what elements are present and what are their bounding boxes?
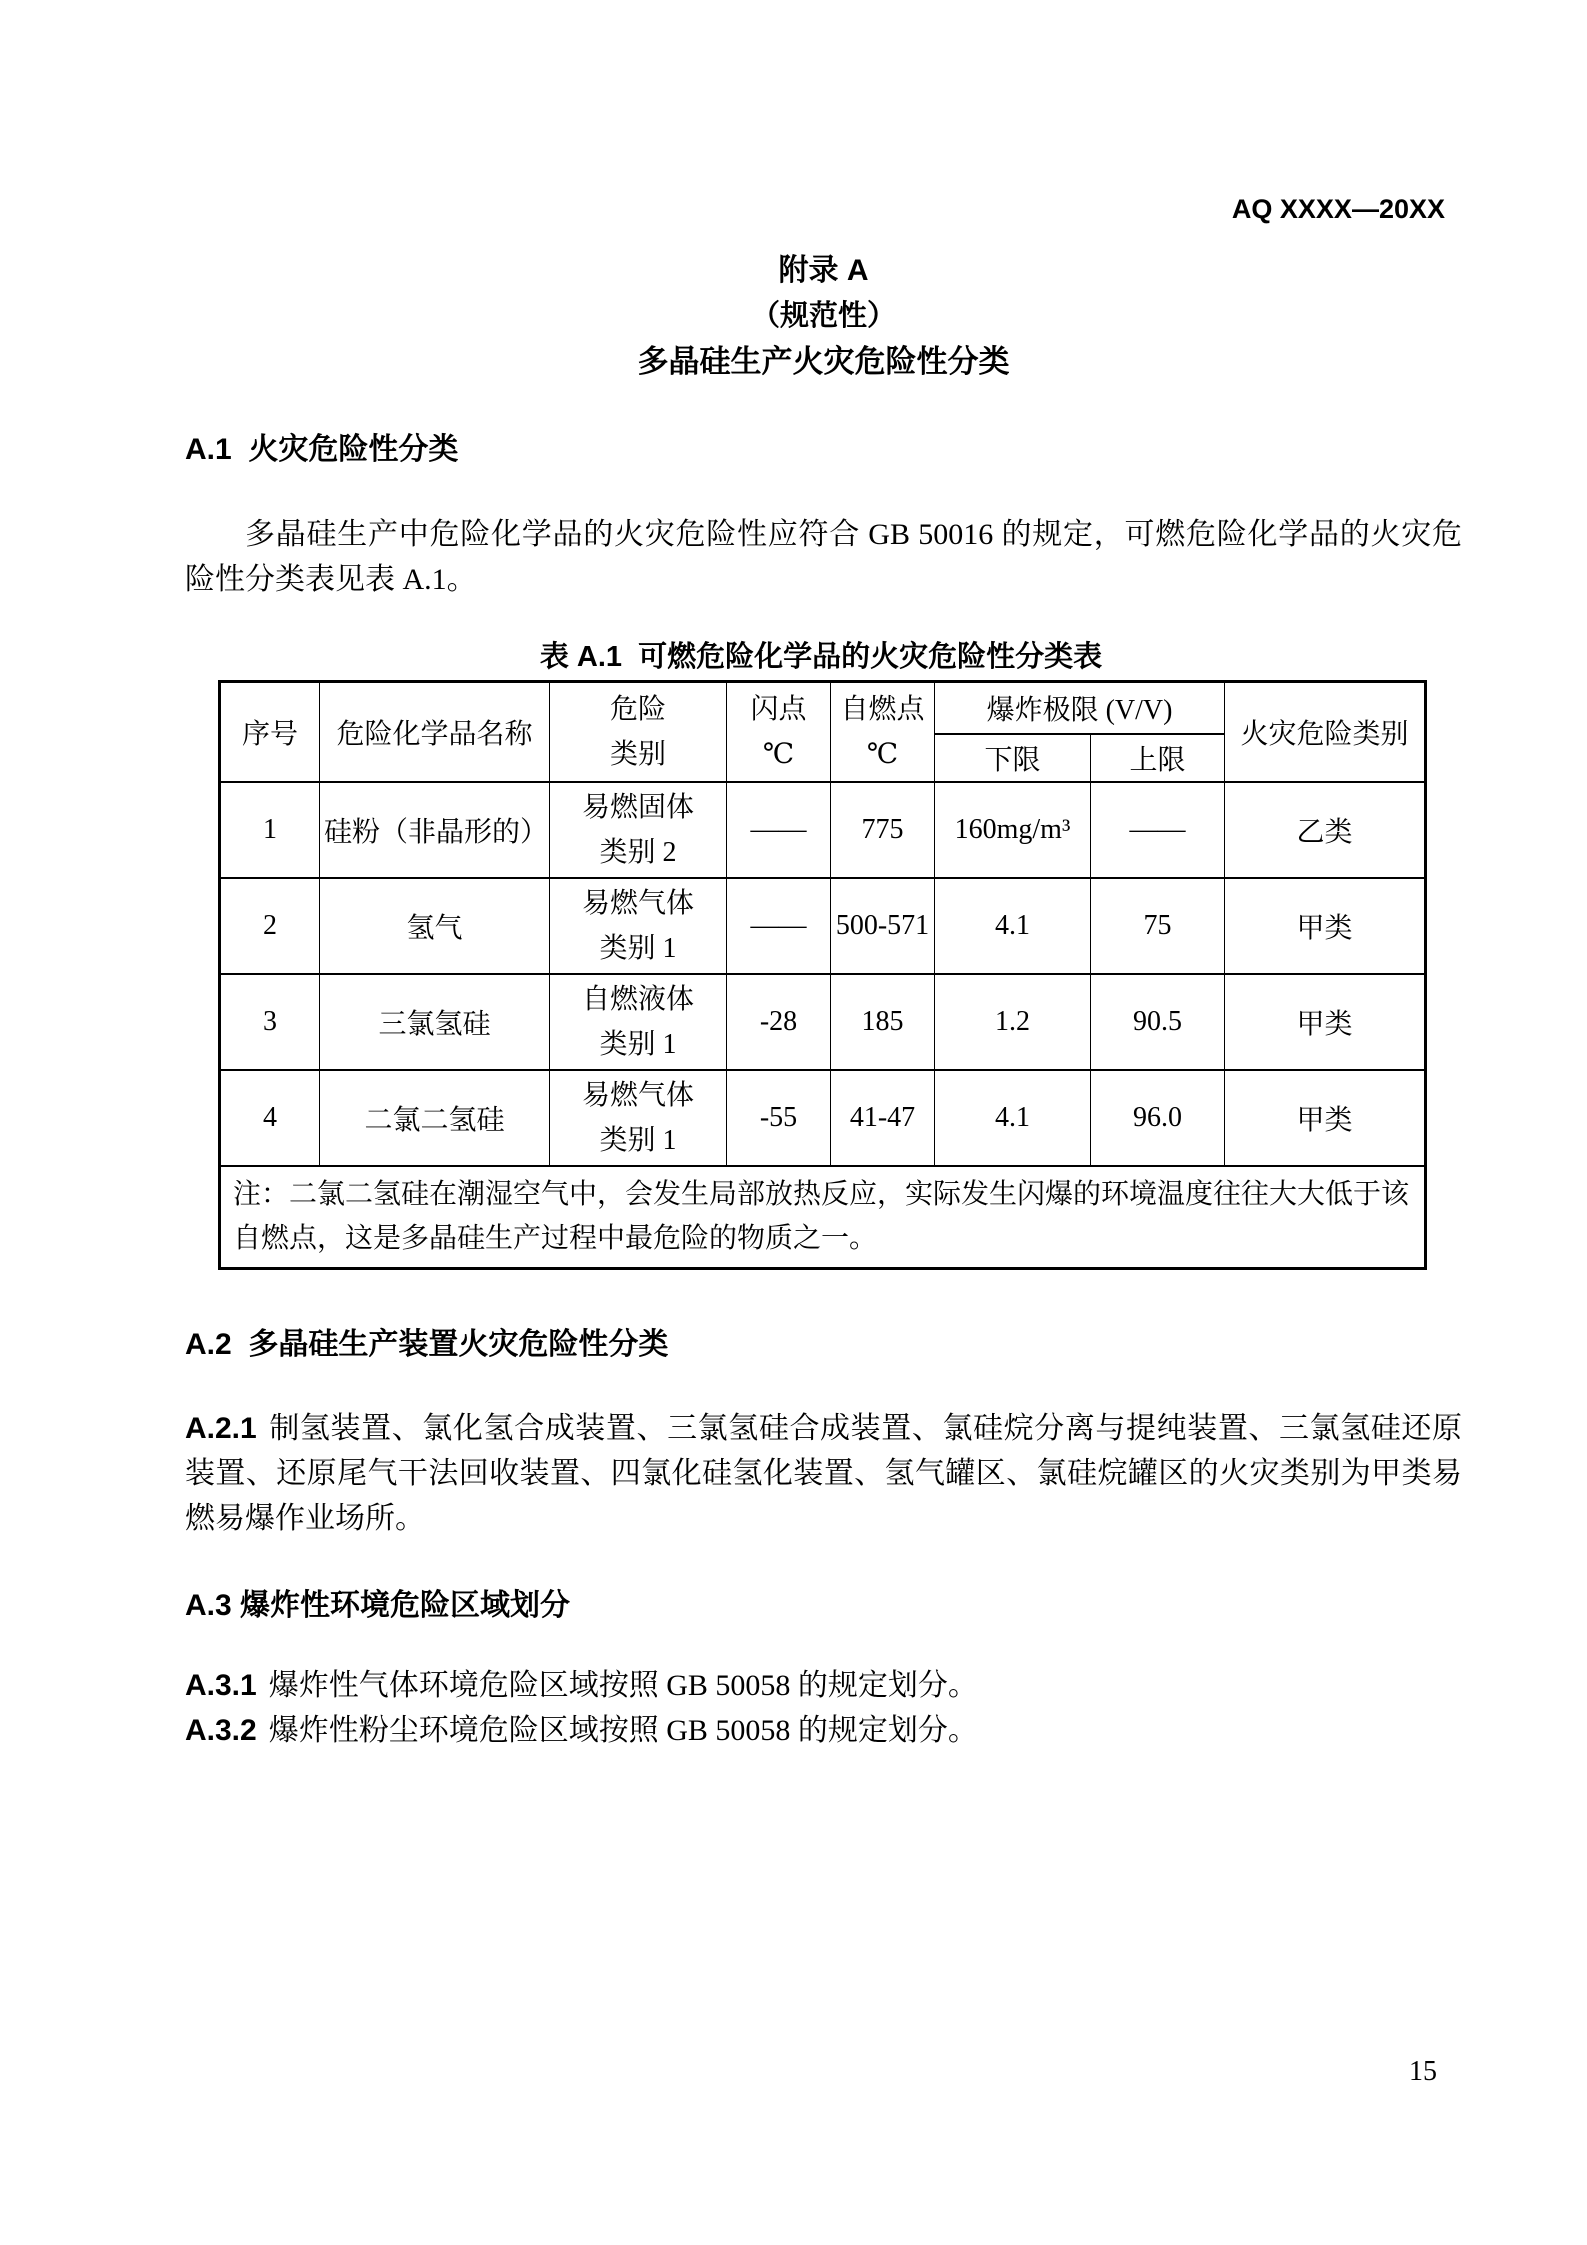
table-row-1 bbox=[220, 782, 1426, 878]
table-row-4 bbox=[220, 1070, 1426, 1166]
cell-autoignition bbox=[831, 782, 935, 878]
cell-class-line2: 类别 2 bbox=[599, 836, 677, 868]
cell-upper: 90.5 bbox=[1091, 974, 1225, 1070]
header-explosion-limits: 爆炸极限 (V/V) bbox=[935, 682, 1225, 734]
header-class-line2: 类别 bbox=[609, 738, 666, 770]
cell-class bbox=[550, 974, 727, 1070]
table-row-2 bbox=[220, 878, 1426, 974]
cell-autoignition bbox=[831, 1070, 935, 1166]
header-autoignition-line1: 自燃点 bbox=[840, 693, 925, 725]
normative-label: （规范性） bbox=[750, 300, 896, 332]
header-upper-limit: 上限 bbox=[1091, 734, 1225, 782]
cell-no: 1 bbox=[220, 782, 320, 878]
cell-class-line1: 易燃气体 bbox=[581, 887, 694, 919]
cell-fire: 甲类 bbox=[1225, 1070, 1426, 1166]
table-note-row bbox=[220, 1166, 1426, 1269]
cell-class-line1: 自燃液体 bbox=[581, 983, 694, 1015]
clause-a3-heading: A.3 爆炸性环境危险区域划分 bbox=[185, 1588, 571, 1622]
header-class-line1: 危险 bbox=[609, 693, 666, 725]
cell-lower: 4.1 bbox=[935, 878, 1091, 974]
cell-fire: 甲类 bbox=[1225, 974, 1426, 1070]
cell-flash: -28 bbox=[727, 974, 831, 1070]
header-no: 序号 bbox=[220, 682, 320, 782]
cell-autoignition-value: 185 bbox=[861, 1006, 904, 1037]
cell-autoignition bbox=[831, 974, 935, 1070]
cell-upper: —— bbox=[1091, 782, 1225, 878]
clause-a2-heading: A.2 多晶硅生产装置火灾危险性分类 bbox=[185, 1327, 669, 1361]
header-fire-class: 火灾危险类别 bbox=[1225, 682, 1426, 782]
header-flash-point bbox=[727, 682, 831, 782]
cell-class-line1: 易燃气体 bbox=[581, 1079, 694, 1111]
cell-class-line2: 类别 1 bbox=[599, 1028, 677, 1060]
header-lower-limit: 下限 bbox=[935, 734, 1091, 782]
cell-class bbox=[550, 782, 727, 878]
cell-flash: —— bbox=[727, 878, 831, 974]
header-name: 危险化学品名称 bbox=[320, 682, 550, 782]
cell-name: 二氯二氢硅 bbox=[320, 1070, 550, 1166]
standard-code: AQ XXXX—20XX bbox=[1231, 194, 1445, 224]
cell-name: 三氯氢硅 bbox=[320, 974, 550, 1070]
clause-a2-1-paragraph bbox=[185, 1406, 1462, 1541]
clause-a3-1-number: A.3.1 bbox=[185, 1668, 257, 1702]
table-row-3 bbox=[220, 974, 1426, 1070]
table-header-row-1 bbox=[220, 682, 1426, 734]
clause-a1-heading: A.1 火灾危险性分类 bbox=[185, 433, 459, 466]
page-number: 15 bbox=[1409, 2056, 1437, 2087]
cell-upper: 75 bbox=[1091, 878, 1225, 974]
cell-no: 4 bbox=[220, 1070, 320, 1166]
cell-autoignition-value: 775 bbox=[861, 814, 904, 845]
header-flash-line2: ℃ bbox=[762, 738, 795, 770]
cell-autoignition-value: 500-571 bbox=[835, 910, 930, 941]
cell-lower: 4.1 bbox=[935, 1070, 1091, 1166]
cell-flash: -55 bbox=[727, 1070, 831, 1166]
fire-hazard-table bbox=[218, 680, 1427, 1270]
clause-a2-1-text: 制氢装置、氯化氢合成装置、三氯氢硅合成装置、氯硅烷分离与提纯装置、三氯氢硅还原装置、还原尾气干法回收装置、四氯化硅氢化装置、氢气罐区、氯硅烷罐区的火灾类别为甲类易燃易爆作业场所。 bbox=[185, 1411, 1462, 1535]
cell-upper: 96.0 bbox=[1091, 1070, 1225, 1166]
header-autoignition bbox=[831, 682, 935, 782]
cell-no: 3 bbox=[220, 974, 320, 1070]
cell-class bbox=[550, 1070, 727, 1166]
table-note: 注：二氯二氢硅在潮湿空气中，会发生局部放热反应，实际发生闪爆的环境温度往往大大低于该自燃点，这是多晶硅生产过程中最危险的物质之一。 bbox=[220, 1166, 1426, 1269]
cell-autoignition-value: 41-47 bbox=[849, 1102, 916, 1133]
table-a1-caption: 表 A.1 可燃危险化学品的火灾危险性分类表 bbox=[539, 641, 1103, 673]
cell-no: 2 bbox=[220, 878, 320, 974]
header-class bbox=[550, 682, 727, 782]
appendix-title: 多晶硅生产火灾危险性分类 bbox=[637, 344, 1010, 379]
cell-class-line2: 类别 1 bbox=[599, 1124, 677, 1156]
cell-flash: —— bbox=[727, 782, 831, 878]
cell-fire: 乙类 bbox=[1225, 782, 1426, 878]
appendix-label: 附录 A bbox=[778, 254, 869, 287]
clause-a3-1-paragraph bbox=[185, 1663, 1462, 1708]
clause-a3-1-text: 爆炸性气体环境危险区域按照 GB 50058 的规定划分。 bbox=[268, 1668, 978, 1702]
cell-name: 氢气 bbox=[320, 878, 550, 974]
header-flash-line1: 闪点 bbox=[750, 693, 807, 725]
cell-lower: 160mg/m³ bbox=[935, 782, 1091, 878]
cell-class bbox=[550, 878, 727, 974]
cell-autoignition bbox=[831, 878, 935, 974]
clause-a3-items bbox=[185, 1663, 1462, 1753]
clause-a1-paragraph: 多晶硅生产中危险化学品的火灾危险性应符合 GB 50016 的规定，可燃危险化学品的火灾危险性分类表见表 A.1。 bbox=[185, 518, 1462, 596]
clause-a3-2-number: A.3.2 bbox=[185, 1713, 257, 1747]
title-block bbox=[185, 253, 1462, 381]
clause-a3-2-paragraph bbox=[185, 1708, 1462, 1753]
cell-lower: 1.2 bbox=[935, 974, 1091, 1070]
header-autoignition-line2: ℃ bbox=[866, 738, 899, 770]
cell-fire: 甲类 bbox=[1225, 878, 1426, 974]
clause-a2-1-number: A.2.1 bbox=[185, 1411, 257, 1445]
cell-class-line1: 易燃固体 bbox=[581, 791, 694, 823]
cell-name: 硅粉（非晶形的） bbox=[320, 782, 550, 878]
clause-a3-2-text: 爆炸性粉尘环境危险区域按照 GB 50058 的规定划分。 bbox=[268, 1713, 978, 1747]
cell-class-line2: 类别 1 bbox=[599, 932, 677, 964]
